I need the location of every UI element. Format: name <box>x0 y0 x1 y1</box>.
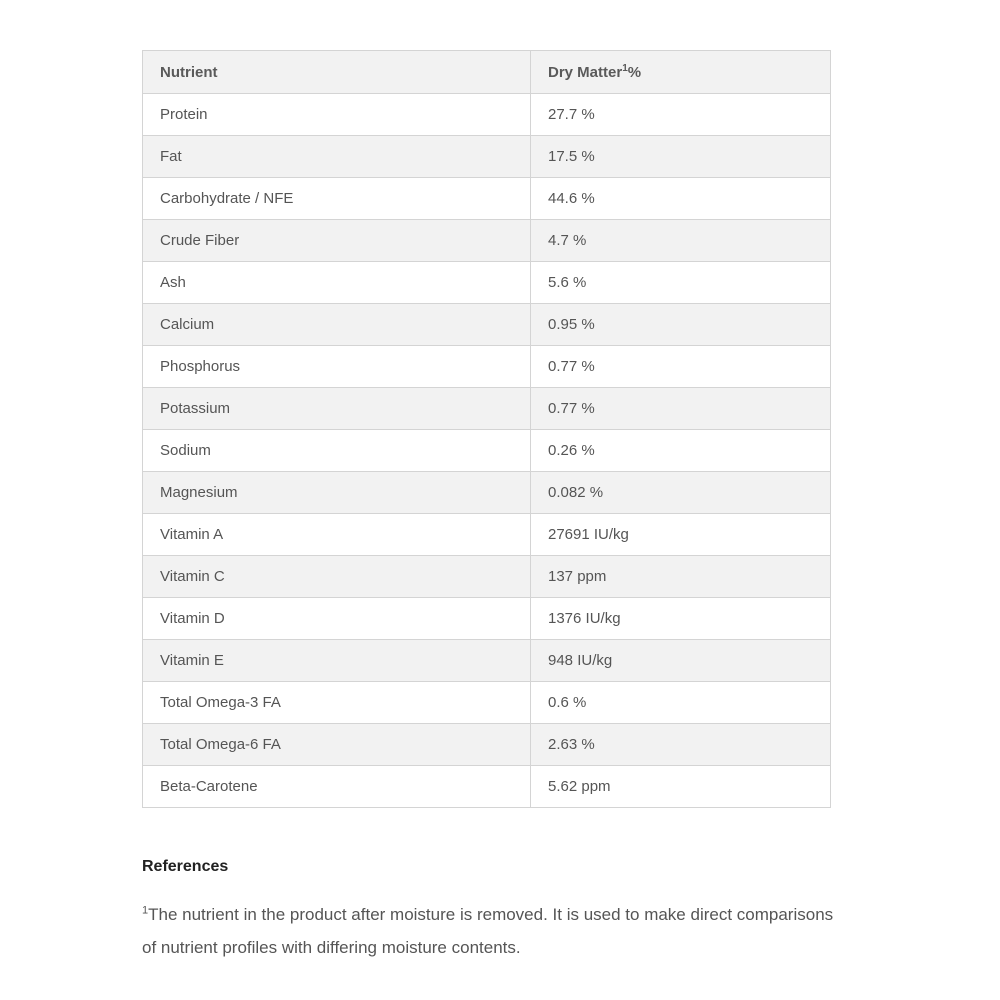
nutrient-name: Total Omega-6 FA <box>143 724 531 766</box>
nutrient-name: Sodium <box>143 430 531 472</box>
nutrient-name: Vitamin A <box>143 514 531 556</box>
nutrient-value: 137 ppm <box>531 556 831 598</box>
nutrient-value: 0.082 % <box>531 472 831 514</box>
nutrient-name: Calcium <box>143 304 531 346</box>
table-row <box>143 598 831 640</box>
table-row <box>143 556 831 598</box>
header-nutrient-label: Nutrient <box>160 63 218 81</box>
nutrient-value: 44.6 % <box>531 178 831 220</box>
nutrient-name: Carbohydrate / NFE <box>143 178 531 220</box>
nutrient-name: Protein <box>143 94 531 136</box>
nutrient-value: 27.7 % <box>531 94 831 136</box>
footnote-marker: 1 <box>622 62 628 74</box>
nutrient-value: 0.77 % <box>531 346 831 388</box>
nutrient-value: 5.6 % <box>531 262 831 304</box>
table-row <box>143 136 831 178</box>
reference-note-marker: 1 <box>142 904 149 917</box>
reference-note <box>142 898 842 964</box>
nutrient-value: 0.95 % <box>531 304 831 346</box>
table-row <box>143 766 831 808</box>
nutrient-name: Beta-Carotene <box>143 766 531 808</box>
table-row <box>143 724 831 766</box>
reference-note-text: The nutrient in the product after moisture is removed. It is used to make direct comparisons of nutrient profiles with differing moisture contents. <box>142 905 834 957</box>
nutrient-value: 948 IU/kg <box>531 640 831 682</box>
nutrient-name: Fat <box>143 136 531 178</box>
table-row <box>143 346 831 388</box>
header-dry-matter-unit: % <box>627 63 642 81</box>
nutrient-value: 2.63 % <box>531 724 831 766</box>
table-row <box>143 94 831 136</box>
nutrient-name: Ash <box>143 262 531 304</box>
nutrient-value: 17.5 % <box>531 136 831 178</box>
table-row <box>143 304 831 346</box>
nutrient-name: Vitamin C <box>143 556 531 598</box>
table-row <box>143 682 831 724</box>
nutrient-value: 4.7 % <box>531 220 831 262</box>
table-row <box>143 472 831 514</box>
references-section <box>142 858 842 964</box>
nutrient-name: Phosphorus <box>143 346 531 388</box>
table-row <box>143 430 831 472</box>
header-dry-matter-label: Dry Matter <box>548 63 623 81</box>
references-heading: References <box>142 858 229 875</box>
table-row <box>143 514 831 556</box>
header-dry-matter <box>531 51 831 94</box>
table-row <box>143 262 831 304</box>
nutrient-value: 0.6 % <box>531 682 831 724</box>
nutrient-value: 5.62 ppm <box>531 766 831 808</box>
nutrient-value: 0.77 % <box>531 388 831 430</box>
table-row <box>143 388 831 430</box>
nutrient-value: 0.26 % <box>531 430 831 472</box>
nutrient-table <box>142 50 831 808</box>
table-row <box>143 178 831 220</box>
nutrient-name: Total Omega-3 FA <box>143 682 531 724</box>
nutrient-name: Vitamin D <box>143 598 531 640</box>
nutrient-name: Potassium <box>143 388 531 430</box>
table-row <box>143 640 831 682</box>
nutrient-value: 27691 IU/kg <box>531 514 831 556</box>
nutrient-name: Magnesium <box>143 472 531 514</box>
nutrient-name: Crude Fiber <box>143 220 531 262</box>
table-row <box>143 220 831 262</box>
table-header-row <box>143 51 831 94</box>
header-nutrient <box>143 51 531 94</box>
nutrient-value: 1376 IU/kg <box>531 598 831 640</box>
nutrient-name: Vitamin E <box>143 640 531 682</box>
